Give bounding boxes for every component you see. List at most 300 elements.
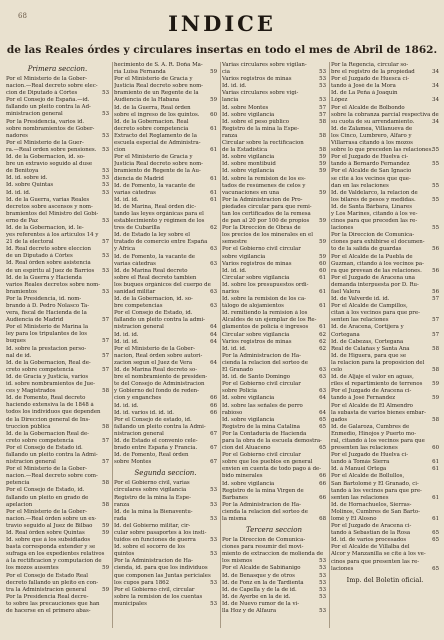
- entry-text: Id. id. id.: [114, 331, 139, 338]
- entry-text: la subasta de varios bienes embar-: [331, 409, 426, 416]
- entry-text: varias cátedras: [114, 189, 156, 196]
- index-entry-line: [6, 246, 109, 253]
- index-entry-line: [6, 551, 109, 558]
- entry-text: varios Reales decretos sobre nom-: [6, 281, 101, 288]
- index-entry-line: [222, 211, 326, 218]
- entry-text: Por el Ministerio de la Gober-: [114, 345, 195, 352]
- entry-page-number: 34: [432, 97, 439, 104]
- index-entry-line: [331, 544, 439, 551]
- entry-text: Id. de Nuevo rumor de la vi-: [222, 600, 300, 607]
- index-entry-line: [222, 282, 326, 289]
- entry-text: Audiencia de la Habana: [114, 97, 180, 104]
- section-heading: Primera seccion.: [27, 65, 88, 73]
- entry-text: Por la Dirección de Obras de: [222, 225, 301, 232]
- index-entry-line: [6, 90, 109, 97]
- entry-text: Por el Juzgado de Aracena una: [331, 274, 415, 281]
- entry-text: nacion, Real órden sobre autori-: [114, 352, 203, 359]
- index-entry-line: [114, 445, 217, 452]
- entry-text: Barbanes: [222, 494, 248, 501]
- entry-page-number: 57: [102, 437, 109, 444]
- entry-text: El Granado: [222, 367, 253, 374]
- entry-text: Id. de Fomento, la vacante de: [114, 182, 195, 189]
- index-entry-line: [331, 431, 439, 438]
- index-entry-line: [222, 346, 326, 353]
- index-entry-line: [331, 516, 439, 523]
- index-entry-line: [6, 445, 109, 452]
- index-entry-line: [331, 161, 439, 168]
- entry-page-number: 59: [102, 586, 109, 593]
- index-entry-line: [331, 140, 439, 147]
- entry-text: la misma: [222, 516, 247, 522]
- entry-page-number: 61: [210, 125, 217, 132]
- entry-text: la relacion para la proposicion del: [331, 359, 425, 366]
- entry-text: los bilares de pesos y medidas.: [331, 196, 416, 203]
- entry-text: basta corresponda extender y se: [6, 544, 96, 551]
- entry-page-number: 66: [319, 494, 326, 501]
- entry-page-number: 65: [319, 423, 326, 430]
- entry-text: Id. Real decreto sobre eleccion: [6, 246, 91, 253]
- index-columns: [6, 62, 440, 632]
- index-entry-line: [222, 133, 326, 140]
- index-entry-line: [6, 154, 109, 161]
- index-entry-line: [114, 438, 217, 445]
- index-entry-line: [6, 119, 109, 126]
- entry-text: bramiento de Regente de la Au-: [114, 168, 201, 175]
- index-entry-line: [222, 147, 326, 154]
- entry-page-number: 58: [319, 132, 326, 139]
- entry-text: presenten las relaciones: [331, 445, 398, 452]
- index-entry-line: [222, 601, 326, 608]
- entry-text: Por el Consejo de Estado, id.: [114, 310, 193, 317]
- entry-text: envien en cuenta de todo pago á de-: [222, 466, 322, 473]
- index-entry-line: [114, 403, 217, 410]
- index-entry-line: [331, 445, 439, 452]
- entry-page-number: 53: [102, 90, 109, 97]
- index-entry-line: [222, 310, 326, 317]
- index-entry-line: [331, 246, 439, 253]
- index-entry-line: [222, 83, 326, 90]
- entry-page-number: 65: [319, 416, 326, 423]
- index-entry-line: [114, 374, 217, 381]
- index-entry-line: [114, 268, 217, 275]
- entry-page-number: 55: [432, 182, 439, 189]
- entry-text: Circular sobre vigilancia: [222, 274, 290, 281]
- index-entry-line: [222, 190, 326, 197]
- index-entry-line: [331, 112, 439, 119]
- index-entry-line: [222, 232, 326, 239]
- entry-text: ra.—Real orden sobre pensiones.: [6, 146, 97, 153]
- entry-page-number: 65: [432, 530, 439, 537]
- index-entry-line: [331, 353, 439, 360]
- entry-page-number: 53: [102, 288, 109, 295]
- index-entry-line: [114, 424, 217, 431]
- index-entry-line: [222, 516, 326, 523]
- index-entry-line: [6, 417, 109, 424]
- index-entry-line: [6, 346, 109, 353]
- entry-text: Por la Regencia, circular so-: [331, 62, 409, 68]
- index-entry-line: [114, 459, 217, 466]
- entry-text: sobre Montes: [114, 459, 152, 466]
- index-entry-line: [114, 204, 217, 211]
- entry-page-number: 66: [319, 473, 326, 480]
- index-entry-line: [114, 480, 217, 487]
- entry-text: nal de id.: [6, 352, 32, 359]
- entry-text: tratado de comercio entre España: [114, 239, 208, 246]
- entry-page-number: 66: [210, 402, 217, 409]
- index-entry-line: [114, 310, 217, 317]
- index-entry-line: [222, 339, 326, 346]
- column-4: [331, 62, 439, 632]
- index-entry-line: [6, 353, 109, 360]
- entry-text: Id. de Santa Bárbara, Linares: [331, 203, 412, 210]
- entry-page-number: 55: [432, 225, 439, 232]
- index-entry-line: [6, 367, 109, 374]
- entry-text: Por la Administracion de Pro-: [222, 196, 303, 203]
- entry-text: Id. de la Gobernacion, Real de-: [6, 359, 91, 366]
- entry-text: Por el Ministerio de la Gober-: [6, 76, 87, 82]
- entry-text: Audiencia de Madrid: [6, 317, 64, 324]
- index-entry-line: [331, 381, 439, 388]
- index-entry-line: [114, 232, 217, 239]
- index-entry-line: [222, 126, 326, 133]
- index-entry-line: [222, 410, 326, 417]
- index-entry-line: [6, 331, 109, 338]
- entry-text: nistracion general: [114, 324, 164, 331]
- index-entry-line: [6, 296, 109, 303]
- index-entry-line: [222, 438, 326, 445]
- index-entry-line: [222, 565, 326, 572]
- entry-page-number: 59: [319, 168, 326, 175]
- index-entry-line: [6, 310, 109, 317]
- index-entry-line: [222, 225, 326, 232]
- entry-text: sobre que los pueblos en general: [222, 459, 313, 466]
- entry-text: de hacerse en el primero abas-: [6, 608, 91, 615]
- index-entry-line: [222, 360, 326, 367]
- entry-text: tra la Administracion general: [6, 586, 87, 593]
- entry-text: decretos sobre ascensos y nom-: [6, 203, 93, 210]
- entry-text: creto sobre competencia: [6, 366, 74, 373]
- index-entry-line: [114, 417, 217, 424]
- index-entry-line: [331, 473, 439, 480]
- entry-text: Varios registros de minas: [222, 260, 292, 267]
- entry-page-number: 56: [432, 289, 439, 295]
- index-entry-line: [6, 225, 109, 232]
- entry-page-number: 53: [319, 572, 326, 579]
- entry-page-number: 64: [319, 395, 326, 402]
- index-entry-line: [331, 147, 439, 154]
- index-entry-line: [222, 183, 326, 190]
- entry-text: tres de Cubarilla: [114, 225, 160, 232]
- index-entry-line: [114, 261, 217, 268]
- index-entry-line: [331, 239, 439, 246]
- entry-text: 21 de la electoral: [6, 239, 54, 246]
- index-entry-line: [331, 289, 439, 296]
- entry-page-number: 53: [319, 593, 326, 600]
- entry-text: rada: [114, 515, 127, 522]
- entry-page-number: 61: [319, 289, 326, 295]
- entry-page-number: 67: [210, 430, 217, 437]
- entry-text: lancia: [222, 97, 239, 104]
- entry-text: senten las relaciones: [331, 317, 389, 324]
- index-entry-line: [114, 360, 217, 367]
- index-entry-line: [331, 317, 439, 324]
- entry-text: Por la Presidencia, id. nom-: [6, 295, 82, 302]
- entry-text: sobre la cobranza parcial respectiva de: [331, 111, 439, 118]
- entry-text: Molinos, Cumbres de San Barto-: [331, 508, 420, 515]
- entry-text: Por el Alcalde de Bolbondo: [331, 104, 405, 111]
- entry-text: cion del Aluaceno: [222, 445, 271, 452]
- entry-text: Id. de Fonz en la de Tardienta: [222, 579, 304, 586]
- index-entry-line: [114, 495, 217, 502]
- entry-text: varias cátedras: [114, 260, 156, 267]
- index-entry-line: [222, 502, 326, 509]
- entry-text: Por el Alcalde de El Almendro: [331, 402, 413, 409]
- entry-page-number: 59: [210, 69, 217, 76]
- entry-text: Id. de Fomento, Real decreto: [6, 395, 86, 402]
- index-entry-line: [222, 537, 326, 544]
- index-entry-line: [6, 544, 109, 551]
- index-entry-line: [114, 154, 217, 161]
- entry-text: Id. id. id.: [222, 267, 247, 274]
- index-entry-line: [6, 232, 109, 239]
- section-heading: Tercera seccion: [246, 526, 302, 535]
- entry-page-number: 53: [319, 76, 326, 83]
- entry-text: sobre vigilancia: [222, 253, 266, 260]
- index-entry-line: [331, 417, 439, 424]
- entry-text: Por el Ministerio de Gracia y: [114, 154, 193, 161]
- entry-text: municipales: [114, 600, 147, 607]
- entry-page-number: 53: [319, 83, 326, 90]
- index-entry-line: [331, 218, 439, 225]
- entry-text: Por la Administracion de Ha-: [222, 352, 301, 359]
- entry-text: Por el Alcalde de San Ignacio: [331, 168, 412, 175]
- index-entry-line: [6, 502, 109, 509]
- page-subtitle: de las Reales órdes y circulares insertas en todo el mes de Abril de 1862.: [6, 44, 438, 56]
- entry-text: ral, citando á los vecinos para que: [331, 437, 425, 444]
- index-entry-line: [331, 76, 439, 83]
- entry-page-number: 60: [319, 267, 326, 274]
- entry-page-number: 53: [102, 253, 109, 260]
- entry-text: cion: [114, 147, 126, 154]
- index-entry-line: [331, 310, 439, 317]
- entry-text: de Benitoya: [6, 168, 39, 175]
- entry-text: fallando un pleito contra la Admi-: [114, 423, 206, 430]
- index-entry-line: [222, 168, 326, 175]
- entry-page-number: 57: [102, 459, 109, 466]
- entry-page-number: 53: [102, 111, 109, 118]
- entry-text: establecimiento y régimen de los: [114, 218, 205, 225]
- entry-text: Id. sobre el peso público: [222, 118, 290, 125]
- index-entry-line: [6, 317, 109, 324]
- entry-page-number: 53: [210, 579, 217, 586]
- entry-page-number: 61: [210, 147, 217, 154]
- entry-text: Id. de Capella y de la de id.: [222, 586, 297, 593]
- entry-text: de un espíritu al Juez de Barrios: [6, 267, 95, 274]
- entry-text: ranza: [222, 132, 238, 139]
- entry-text: Id. de Zalamea, Villanueva de: [331, 125, 413, 132]
- entry-text: Id. sobre la prestacion perso-: [6, 345, 87, 352]
- entry-page-number: 61: [432, 466, 439, 473]
- entry-text: Por el Gobierno civil circular: [222, 452, 301, 459]
- entry-page-number: 61: [432, 494, 439, 501]
- index-entry-line: [114, 487, 217, 494]
- entry-text: Por la Presidencia Real decre-: [6, 593, 89, 600]
- entry-text: nistracion general: [114, 430, 164, 437]
- column-2: [114, 62, 217, 632]
- entry-page-number: 53: [102, 217, 109, 224]
- index-entry-line: [6, 530, 109, 537]
- index-entry-line: [114, 580, 217, 587]
- index-entry-line: [6, 523, 109, 530]
- entry-text: tando á José Fernandez: [331, 395, 396, 402]
- entry-text: Por el Gobierno civil, varias: [114, 480, 190, 487]
- index-entry-line: [114, 388, 217, 395]
- entry-text: citan á los vecinos para que pre-: [331, 310, 420, 317]
- entry-text: Por el Consejo de España.—id.: [6, 97, 90, 104]
- index-entry-line: [6, 239, 109, 246]
- index-entry-line: [331, 97, 439, 104]
- entry-page-number: 59: [319, 154, 326, 161]
- entry-text: sufraga en los expedientes relativos: [6, 551, 105, 558]
- entry-text: tuidos en funciones de guerra: [114, 537, 196, 544]
- entry-page-number: 59: [432, 395, 439, 402]
- entry-text: cienda la relacion del sorteo de: [222, 359, 308, 366]
- index-entry-line: [6, 211, 109, 218]
- entry-page-number: 60: [319, 260, 326, 267]
- index-entry-line: [331, 303, 439, 310]
- index-entry-line: [114, 183, 217, 190]
- index-entry-line: [222, 268, 326, 275]
- entry-text: Id. sobre vigilancia: [222, 395, 275, 402]
- index-entry-line: [6, 275, 109, 282]
- entry-page-number: 67: [210, 445, 217, 452]
- entry-text: tando á Sebastian de la Rosa: [331, 530, 411, 537]
- entry-text: que componen las Juntas periciales: [114, 572, 211, 579]
- index-entry-line: [6, 83, 109, 90]
- entry-text: ra que prevean de las relaciones.: [331, 267, 422, 274]
- entry-page-number: 64: [210, 338, 217, 345]
- entry-page-number: 68: [319, 516, 326, 522]
- entry-page-number: 53: [319, 97, 326, 104]
- entry-text: Id. de Galaroza, Cumbres de: [331, 423, 410, 430]
- entry-text: Id. id. id.: [114, 338, 139, 345]
- page-title: INDICE: [168, 11, 276, 36]
- entry-page-number: 55: [432, 161, 439, 168]
- entry-text: se cite á los vecinos que que-: [331, 175, 411, 182]
- index-entry-line: [6, 509, 109, 516]
- index-entry-line: [114, 353, 217, 360]
- entry-page-number: 60: [432, 445, 439, 452]
- printer-imprint: Imp. del Boletin oficial.: [346, 575, 424, 584]
- index-entry-line: [114, 246, 217, 253]
- index-entry-line: [114, 303, 217, 310]
- entry-page-number: 57: [319, 111, 326, 118]
- entry-text: Id. de Fomento, Real órden: [114, 452, 189, 459]
- index-entry-line: [6, 260, 109, 267]
- index-entry-line: [222, 558, 326, 565]
- entry-text: Varias circulares sobre vigilan-: [222, 62, 307, 68]
- index-entry-line: [331, 509, 439, 516]
- entry-text: Por el Ministerio de la Gober-: [6, 466, 87, 473]
- entry-page-number: 58: [319, 118, 326, 125]
- index-entry-line: [222, 140, 326, 147]
- entry-page-number: 61: [319, 303, 326, 310]
- index-entry-line: [222, 204, 326, 211]
- index-entry-line: [222, 488, 326, 495]
- entry-page-number: 59: [319, 218, 326, 225]
- index-entry-line: [222, 176, 326, 183]
- index-entry-line: [6, 480, 109, 487]
- entry-page-number: 63: [210, 260, 217, 267]
- index-entry-line: [222, 353, 326, 360]
- column-1: [6, 62, 109, 632]
- entry-text: tando á los vecinos para que pre-: [331, 487, 422, 494]
- entry-text: ces y Magistrados: [6, 388, 56, 395]
- index-entry-line: [331, 154, 439, 161]
- entry-text: te del Consejo de Administracion: [114, 381, 205, 388]
- index-entry-line: [6, 360, 109, 367]
- index-entry-line: [331, 403, 439, 410]
- index-entry-line: [6, 338, 109, 345]
- entry-page-number: 67: [210, 459, 217, 466]
- entry-text: Id. de la Gobernacion Real de-: [6, 430, 90, 437]
- entry-text: y Africa: [114, 246, 136, 253]
- entry-text: Alcor y Manzanilla se cite á los ve-: [331, 551, 426, 558]
- index-entry-line: [114, 594, 217, 601]
- entry-text: López: [331, 97, 348, 104]
- index-entry-line: [222, 76, 326, 83]
- entry-page-number: 63: [210, 246, 217, 253]
- entry-page-number: 58: [102, 388, 109, 395]
- entry-text: Enmedio, Hinojos y Puerto mo-: [331, 430, 417, 437]
- index-entry-line: [114, 76, 217, 83]
- index-entry-line: [6, 473, 109, 480]
- index-entry-line: [222, 332, 326, 339]
- entry-text: sobre Policia: [222, 388, 258, 395]
- index-entry-line: [331, 168, 439, 175]
- entry-text: erno de Paz: [6, 217, 38, 224]
- index-entry-line: [331, 388, 439, 395]
- index-entry-line: [222, 573, 326, 580]
- index-entry-line: [331, 466, 439, 473]
- index-entry-line: [6, 424, 109, 431]
- section-heading: Segunda seccion.: [134, 469, 197, 478]
- entry-page-number: 63: [319, 367, 326, 374]
- entry-text: Id. de la mina la Bienaventu-: [114, 508, 193, 515]
- index-entry-line: [114, 197, 217, 204]
- entry-text: Id. id. id.: [6, 189, 31, 196]
- entry-text: Id. sobre el socorro de los: [114, 544, 186, 551]
- entry-page-number: 53: [210, 600, 217, 607]
- index-entry-line: [114, 332, 217, 339]
- index-entry-line: [331, 204, 439, 211]
- entry-page-number: 53: [210, 515, 217, 522]
- index-entry-line: [6, 140, 109, 147]
- index-entry-line: [331, 268, 439, 275]
- index-entry-line: [331, 452, 439, 459]
- index-entry-line: [114, 346, 217, 353]
- entry-text: Justicia Real decreto sobre nom-: [114, 161, 204, 168]
- index-entry-line: [331, 119, 439, 126]
- index-entry-line: [222, 388, 326, 395]
- entry-text: Id. sobre vigilancia: [222, 111, 275, 118]
- entry-text: Id. sobre vigilancia: [222, 416, 275, 423]
- entry-text: Id. sobre montibuid: [222, 161, 276, 168]
- entry-page-number: 63: [210, 303, 217, 310]
- index-entry-line: [331, 176, 439, 183]
- index-entry-line: [222, 90, 326, 97]
- entry-text: Por el Consejo de Estado id.: [6, 444, 83, 451]
